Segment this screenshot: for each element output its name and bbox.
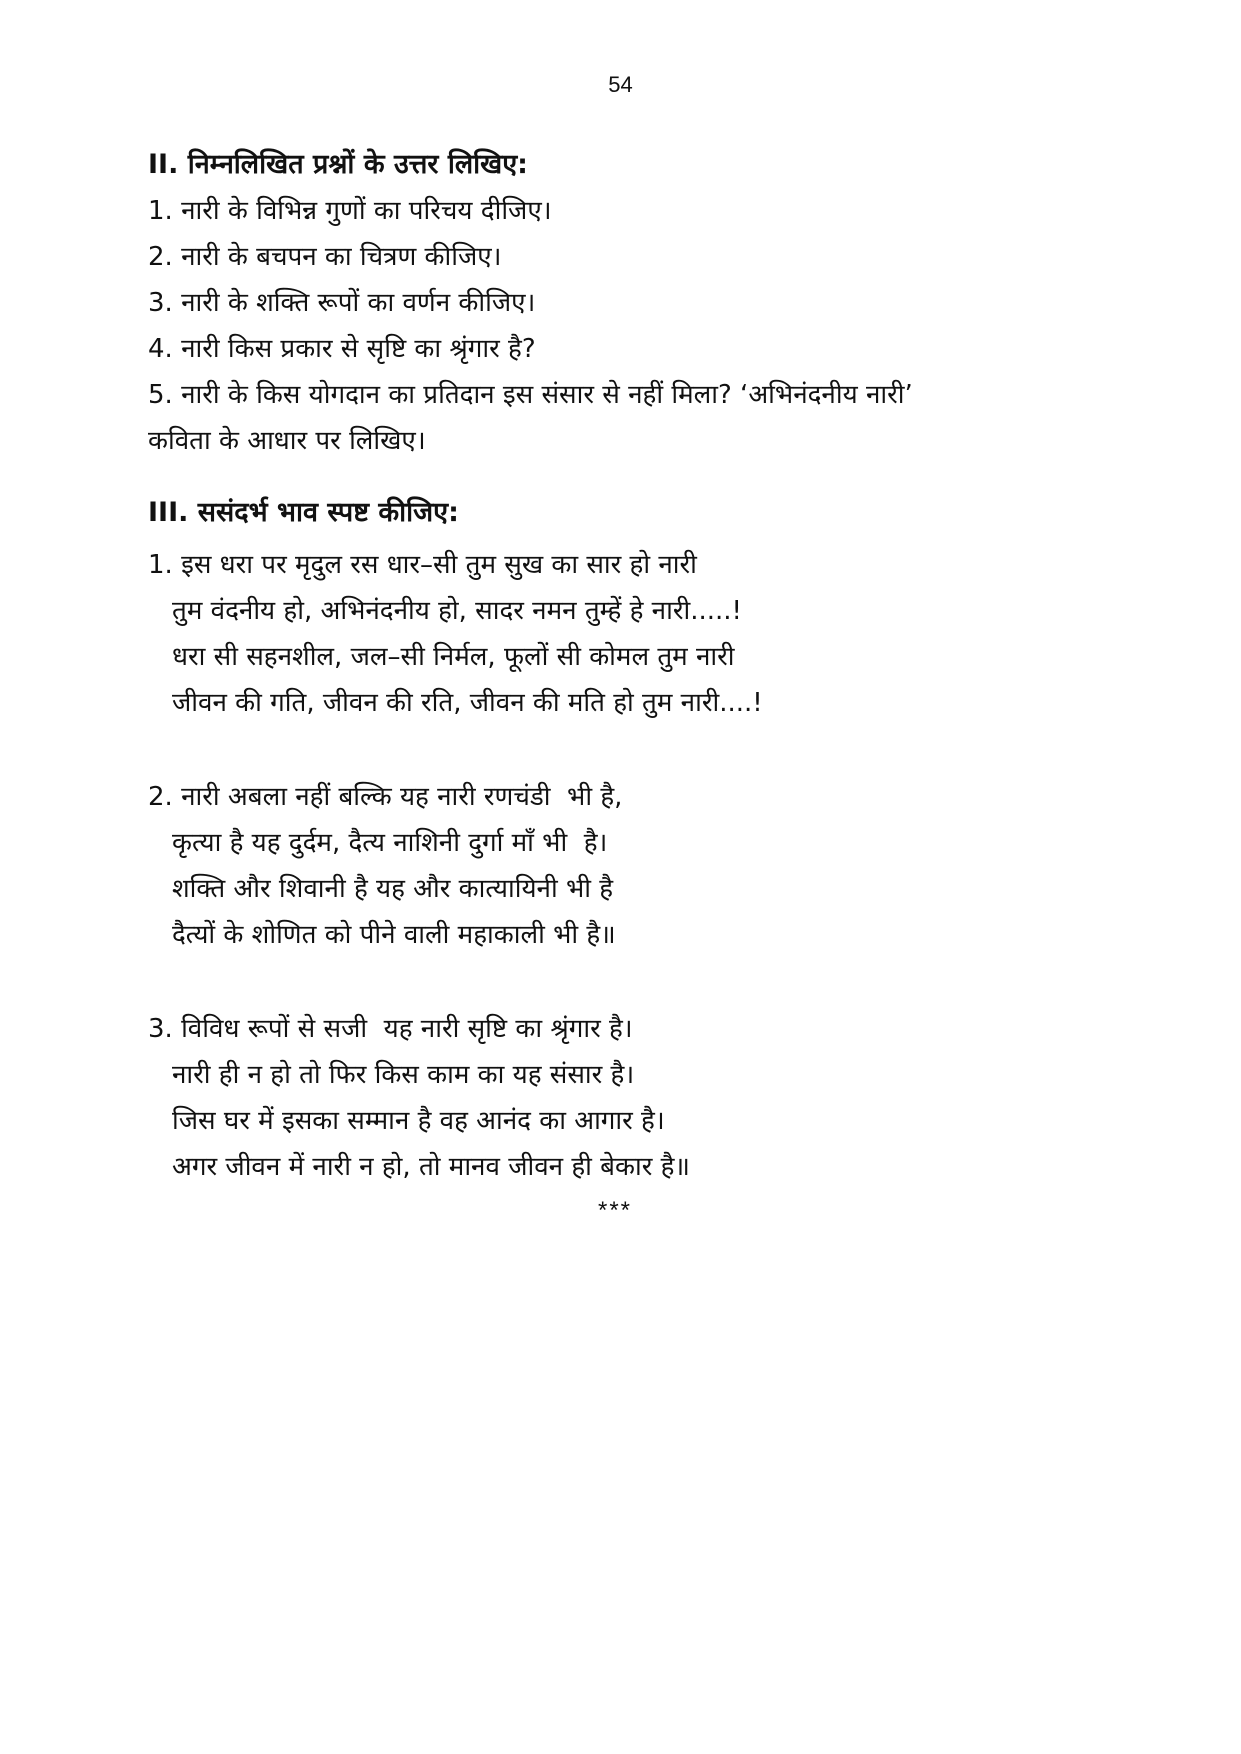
- poem-line: शक्ति और शिवानी है यह और कात्यायिनी भी है: [172, 874, 614, 904]
- poem-line: 2. नारी अबला नहीं बल्कि यह नारी रणचंडी भी है,: [148, 782, 623, 812]
- section-questions: [148, 142, 1108, 464]
- page-content: [148, 142, 1108, 1226]
- question-item-continuation: कविता के आधार पर लिखिए।: [148, 426, 426, 456]
- end-mark: ***: [598, 1197, 633, 1224]
- poem-line: 1. इस धरा पर मृदुल रस धार–सी तुम सुख का सार हो नारी: [148, 550, 697, 580]
- question-item: 4. नारी किस प्रकार से सृष्टि का श्रृंगार है?: [148, 334, 536, 364]
- poem-line: नारी ही न हो तो फिर किस काम का यह संसार है।: [172, 1060, 635, 1090]
- question-item: 2. नारी के बचपन का चित्रण कीजिए।: [148, 242, 502, 272]
- poem-line: तुम वंदनीय हो, अभिनंदनीय हो, सादर नमन तुम्हें हे नारी.....!: [172, 596, 742, 626]
- poem-line: 3. विविध रूपों से सजी यह नारी सृष्टि का श्रृंगार है।: [148, 1014, 633, 1044]
- poem-stanza-2: [148, 774, 1108, 958]
- poem-line: जीवन की गति, जीवन की रति, जीवन की मति हो तुम नारी....!: [172, 688, 763, 718]
- poem-line: दैत्यों के शोणित को पीने वाली महाकाली भी है॥: [172, 920, 616, 950]
- poem-line: कृत्या है यह दुर्दम, दैत्य नाशिनी दुर्गा माँ भी है।: [172, 828, 608, 858]
- section-heading-context: III. ससंदर्भ भाव स्पष्ट कीजिए:: [148, 497, 459, 528]
- question-item: 1. नारी के विभिन्न गुणों का परिचय दीजिए।: [148, 196, 552, 226]
- poem-line: धरा सी सहनशील, जल–सी निर्मल, फूलों सी कोमल तुम नारी: [172, 642, 735, 672]
- question-item: 3. नारी के शक्ति रूपों का वर्णन कीजिए।: [148, 288, 536, 318]
- poem-line: जिस घर में इसका सम्मान है वह आनंद का आगार है।: [172, 1106, 665, 1136]
- poem-line: अगर जीवन में नारी न हो, तो मानव जीवन ही बेकार है॥: [172, 1152, 691, 1182]
- question-list: [148, 188, 1108, 464]
- page-number: 54: [608, 72, 633, 97]
- question-item: 5. नारी के किस योगदान का प्रतिदान इस संसार से नहीं मिला? ‘अभिनंदनीय नारी’: [148, 380, 913, 410]
- poem-stanza-3: [148, 1006, 1108, 1190]
- section-heading-questions: II. निम्नलिखित प्रश्नों के उत्तर लिखिए:: [148, 149, 528, 180]
- poem-stanza-1: [148, 542, 1108, 726]
- section-explain-with-context: [148, 490, 1108, 1226]
